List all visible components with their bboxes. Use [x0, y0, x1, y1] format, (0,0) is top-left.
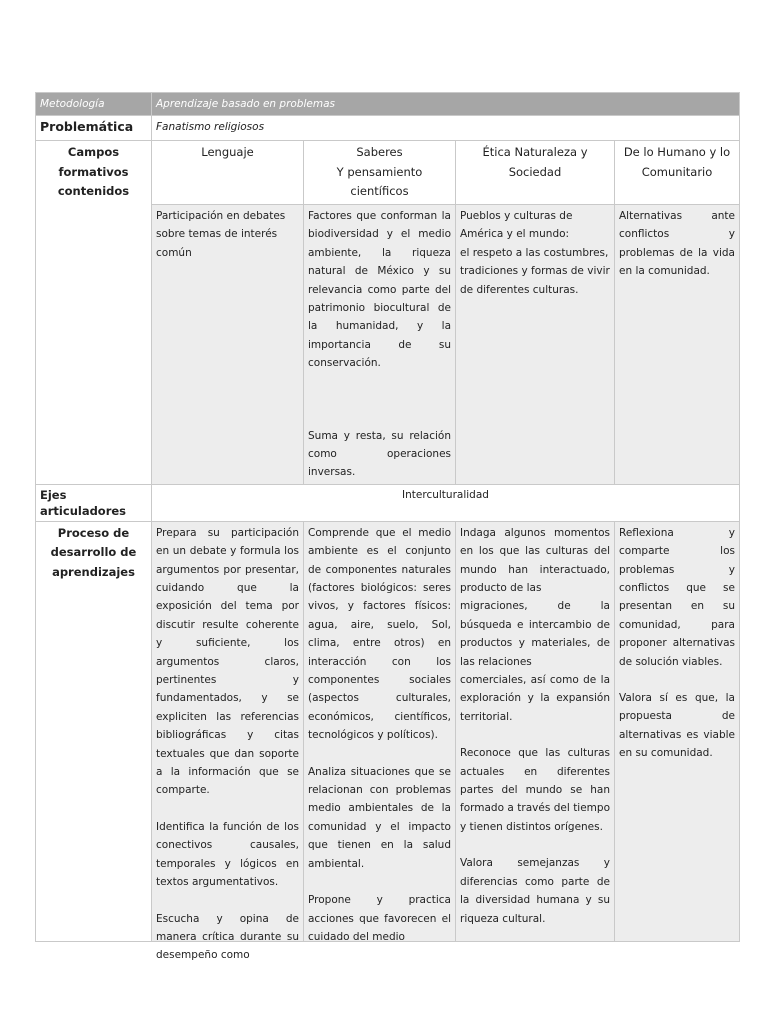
planning-table	[35, 92, 740, 962]
field-saberes: Saberes Y pensamiento científicos	[304, 141, 456, 205]
content-humano-text: Alternativas ante conflictos y problemas de la vida en la comunidad.	[619, 209, 735, 278]
process-humano-p2: Valora sí es que, la propuesta de alternativas es viable en su comunidad.	[619, 692, 735, 760]
process-etica	[456, 521, 615, 941]
process-saberes-p3: Propone y practica acciones que favorecen el cuidado del medio	[308, 894, 451, 943]
axes-value: Interculturalidad	[152, 484, 740, 521]
process-humano	[615, 521, 740, 941]
process-humano-p1: Reflexiona y comparte los problemas y conflictos que se presentan en su comunidad, para proponer alternativas de solución viables.	[619, 526, 735, 668]
methodology-label: Metodología	[36, 93, 152, 116]
process-saberes-p1: Comprende que el medio ambiente es el conjunto de componentes naturales (factores biológicos: seres vivos, y factores físicos: agua, aire, suelo, Sol, clima, entre otros) en interacción con los componentes sociales (aspectos culturales, económicos, científicos, tecnológicos y políticos).	[308, 526, 451, 742]
problem-label: Problemática	[36, 116, 152, 141]
axes-row	[36, 484, 740, 521]
field-lenguaje: Lenguaje	[152, 141, 304, 205]
axes-label: Ejes articuladores	[36, 484, 152, 521]
process-lenguaje-p3: Escucha y opina de manera crítica durante su desempeño como	[156, 912, 299, 962]
process-saberes-p2: Analiza situaciones que se relacionan con problemas medio ambientales de la comunidad y el impacto que tienen en la salud ambiental.	[308, 765, 451, 870]
process-label: Proceso de desarrollo de aprendizajes	[36, 521, 152, 941]
content-saberes-text-1: Factores que conforman la biodiversidad y el medio ambiente, la riqueza natural de México y su relevancia como parte del patrimonio biocultural de la humanidad, y la importancia de su conservación.	[308, 209, 451, 370]
process-lenguaje	[152, 521, 304, 962]
fields-header-row	[36, 141, 740, 205]
problem-row	[36, 116, 740, 141]
process-lenguaje-p2: Identifica la función de los conectivos causales, temporales y lógicos en textos argumentativos.	[156, 820, 299, 889]
field-humano: De lo Humano y lo Comunitario	[615, 141, 740, 205]
problem-value: Fanatismo religiosos	[152, 116, 740, 141]
content-lenguaje	[152, 204, 304, 484]
content-saberes	[304, 204, 456, 484]
fields-label: Campos formativos contenidos	[36, 141, 152, 484]
content-etica-text: Pueblos y culturas de América y el mundo: el respeto a las costumbres, tradiciones y formas de vivir de diferentes culturas.	[460, 209, 610, 296]
process-etica-p3: Valora semejanzas y diferencias como parte de la diversidad humana y su riqueza cultural.	[460, 857, 610, 925]
process-row	[36, 521, 740, 941]
process-saberes	[304, 521, 456, 941]
process-etica-p1: Indaga algunos momentos en los que las culturas del mundo han interactuado, producto de las migraciones, de la búsqueda e intercambio de productos y materiales, de las relaciones comerciales, así como de la exploración y la expansión territorial.	[460, 526, 610, 723]
content-saberes-text-2: Suma y resta, su relación como operaciones inversas.	[308, 429, 451, 479]
process-etica-p2: Reconoce que las culturas actuales en diferentes partes del mundo se han formado a través del tiempo y tienen distintos orígenes.	[460, 747, 610, 833]
field-etica: Ética Naturaleza y Sociedad	[456, 141, 615, 205]
content-humano	[615, 204, 740, 484]
content-etica	[456, 204, 615, 484]
methodology-row	[36, 93, 740, 116]
content-lenguaje-text: Participación en debates sobre temas de interés común	[156, 209, 286, 259]
methodology-value: Aprendizaje basado en problemas	[152, 93, 740, 116]
process-lenguaje-p1: Prepara su participación en un debate y formula los argumentos por presentar, cuidando que la exposición del tema por discutir resulte coherente y suficiente, los argumentos claros, pertinentes y fundamentados, y se expliciten las referencias bibliográficas y citas textuales que dan soporte a la información que se comparte.	[156, 526, 299, 797]
